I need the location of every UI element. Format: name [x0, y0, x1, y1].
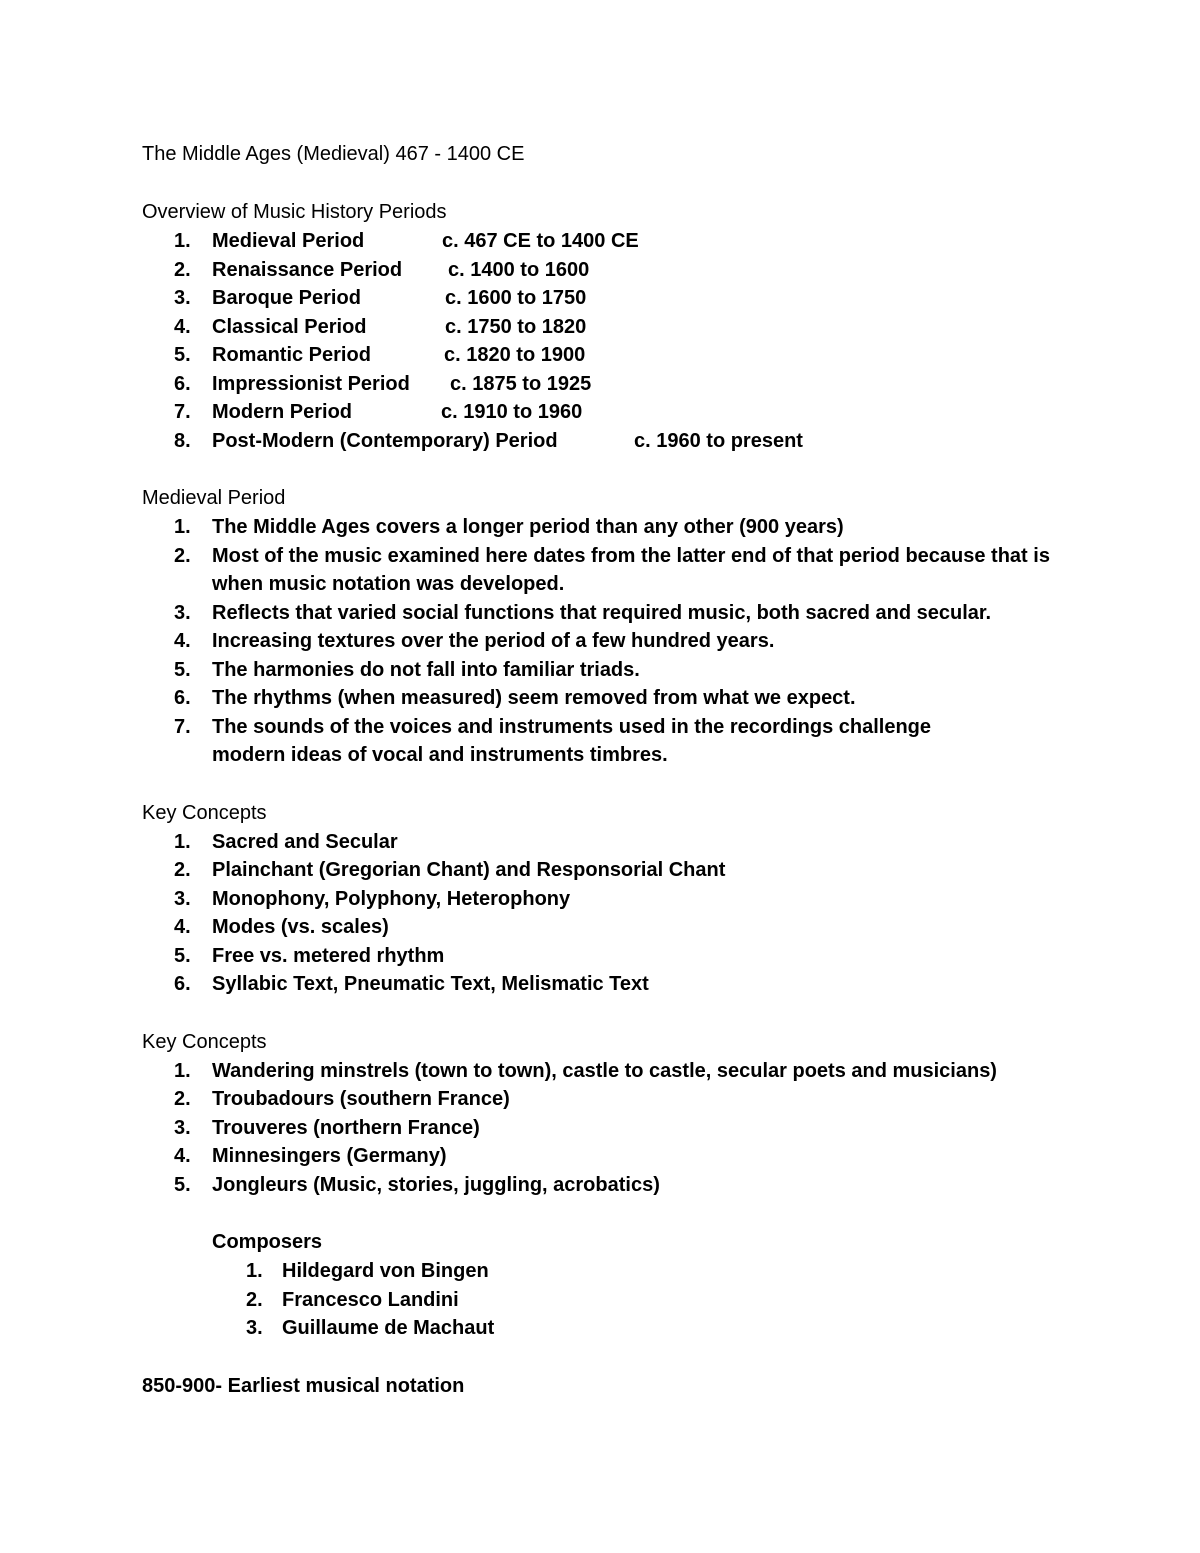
item-text: Guillaume de Machaut [282, 1317, 495, 1339]
list-item [142, 599, 1142, 628]
spacer [142, 169, 1142, 198]
key-concepts-list [142, 1057, 1142, 1200]
item-number: 6. [174, 372, 191, 395]
document-page [142, 140, 1142, 1401]
item-number: 6. [174, 687, 191, 709]
list-item [142, 513, 1142, 542]
item-number: 4. [174, 1145, 191, 1167]
item-text: Troubadours (southern France) [212, 1088, 510, 1110]
medieval-list [142, 513, 1142, 770]
item-number: 4. [174, 630, 191, 652]
list-item [142, 1085, 1142, 1114]
item-text: Francesco Landini [282, 1288, 459, 1311]
item-text: Jongleurs (Music, stories, juggling, acrobatics) [212, 1173, 660, 1196]
period-date: c. 1820 to 1900 [444, 344, 586, 366]
item-text: Most of the music examined here dates from the latter end of that period because that is when music notation was developed. [212, 544, 1050, 595]
item-text: Trouveres (northern France) [212, 1116, 480, 1139]
item-number: 5. [174, 344, 191, 366]
document-title: The Middle Ages (Medieval) 467 - 1400 CE [142, 143, 525, 165]
spacer [142, 455, 1142, 484]
item-number: 5. [174, 944, 191, 967]
item-text: Wandering minstrels (town to town), castle to castle, secular poets and musicians) [212, 1059, 997, 1082]
item-number: 2. [174, 544, 191, 567]
item-text: Reflects that varied social functions that required music, both sacred and secular. [212, 601, 992, 624]
list-item [142, 398, 1142, 427]
key-concepts-heading: Key Concepts [142, 801, 267, 824]
period-name: Impressionist Period [212, 372, 410, 395]
item-number: 1. [174, 830, 191, 853]
overview-list [142, 227, 1142, 455]
item-text: The harmonies do not fall into familiar triads. [212, 658, 640, 681]
footer-note: 850-900- Earliest musical notation [142, 1374, 465, 1397]
composers-list [142, 1257, 1142, 1343]
item-text: Syllabic Text, Pneumatic Text, Melismatic Text [212, 973, 649, 995]
period-date: c. 1960 to present [634, 429, 803, 452]
list-item [142, 627, 1142, 656]
period-date: c. 1600 to 1750 [445, 287, 587, 309]
item-text: Modes (vs. scales) [212, 916, 389, 938]
item-number: 2. [174, 1088, 191, 1110]
list-item [142, 1257, 1142, 1286]
list-item [142, 256, 1142, 285]
item-text: Sacred and Secular [212, 830, 398, 853]
item-number: 2. [246, 1288, 263, 1311]
item-text: Monophony, Polyphony, Heterophony [212, 887, 571, 910]
item-number: 5. [174, 1173, 191, 1196]
list-item [142, 913, 1142, 942]
item-number: 2. [174, 258, 191, 281]
period-date: c. 1910 to 1960 [441, 401, 583, 423]
list-item [142, 856, 1142, 885]
item-number: 1. [174, 1059, 191, 1082]
list-item [142, 942, 1142, 971]
list-item [142, 542, 1142, 599]
period-name: Romantic Period [212, 344, 371, 366]
item-number: 7. [174, 715, 191, 738]
period-name: Medieval Period [212, 230, 365, 252]
item-number: 4. [174, 315, 191, 338]
list-item [142, 1171, 1142, 1200]
item-number: 7. [174, 401, 191, 423]
period-name: Modern Period [212, 401, 353, 423]
item-text: Increasing textures over the period of a few hundred years. [212, 630, 775, 652]
list-item [142, 1142, 1142, 1171]
list-item [142, 828, 1142, 857]
period-name: Classical Period [212, 315, 367, 338]
item-text: Plainchant (Gregorian Chant) and Responsorial Chant [212, 859, 726, 881]
item-number: 4. [174, 916, 191, 938]
list-item [142, 1286, 1142, 1315]
item-text: The rhythms (when measured) seem removed from what we expect. [212, 687, 856, 709]
item-number: 3. [174, 287, 191, 309]
spacer [142, 1199, 1142, 1228]
spacer [142, 999, 1142, 1028]
period-name: Post-Modern (Contemporary) Period [212, 429, 558, 452]
item-number: 3. [246, 1317, 263, 1339]
composers-heading: Composers [212, 1231, 323, 1253]
list-item [142, 1314, 1142, 1343]
item-number: 1. [246, 1260, 263, 1282]
spacer [142, 770, 1142, 799]
period-date: c. 467 CE to 1400 CE [442, 230, 639, 252]
list-item [142, 885, 1142, 914]
item-number: 8. [174, 429, 191, 452]
list-item [142, 341, 1142, 370]
item-number: 3. [174, 601, 191, 624]
period-date: c. 1400 to 1600 [448, 258, 590, 281]
list-item [142, 656, 1142, 685]
key-concepts-list [142, 828, 1142, 999]
item-number: 6. [174, 973, 191, 995]
overview-heading: Overview of Music History Periods [142, 201, 447, 223]
list-item [142, 427, 1142, 456]
item-text: Hildegard von Bingen [282, 1260, 489, 1282]
list-item [142, 284, 1142, 313]
item-number: 1. [174, 230, 191, 252]
period-name: Baroque Period [212, 287, 361, 309]
list-item [142, 227, 1142, 256]
list-item [142, 370, 1142, 399]
item-text: The Middle Ages covers a longer period than any other (900 years) [212, 516, 844, 538]
list-item [142, 970, 1142, 999]
list-item [142, 1057, 1142, 1086]
list-item [142, 313, 1142, 342]
spacer [142, 1343, 1142, 1372]
list-item [142, 713, 1142, 770]
item-number: 3. [174, 887, 191, 910]
item-number: 2. [174, 859, 191, 881]
list-item [142, 684, 1142, 713]
medieval-heading: Medieval Period [142, 487, 286, 509]
key-concepts-heading: Key Concepts [142, 1030, 267, 1053]
item-number: 5. [174, 658, 191, 681]
period-date: c. 1750 to 1820 [445, 315, 587, 338]
item-text: Free vs. metered rhythm [212, 944, 445, 967]
item-number: 1. [174, 516, 191, 538]
item-text: Minnesingers (Germany) [212, 1145, 447, 1167]
period-name: Renaissance Period [212, 258, 403, 281]
period-date: c. 1875 to 1925 [450, 372, 592, 395]
list-item [142, 1114, 1142, 1143]
item-number: 3. [174, 1116, 191, 1139]
item-text: The sounds of the voices and instruments used in the recordings challenge modern ideas of vocal and instruments timbres. [212, 715, 932, 766]
